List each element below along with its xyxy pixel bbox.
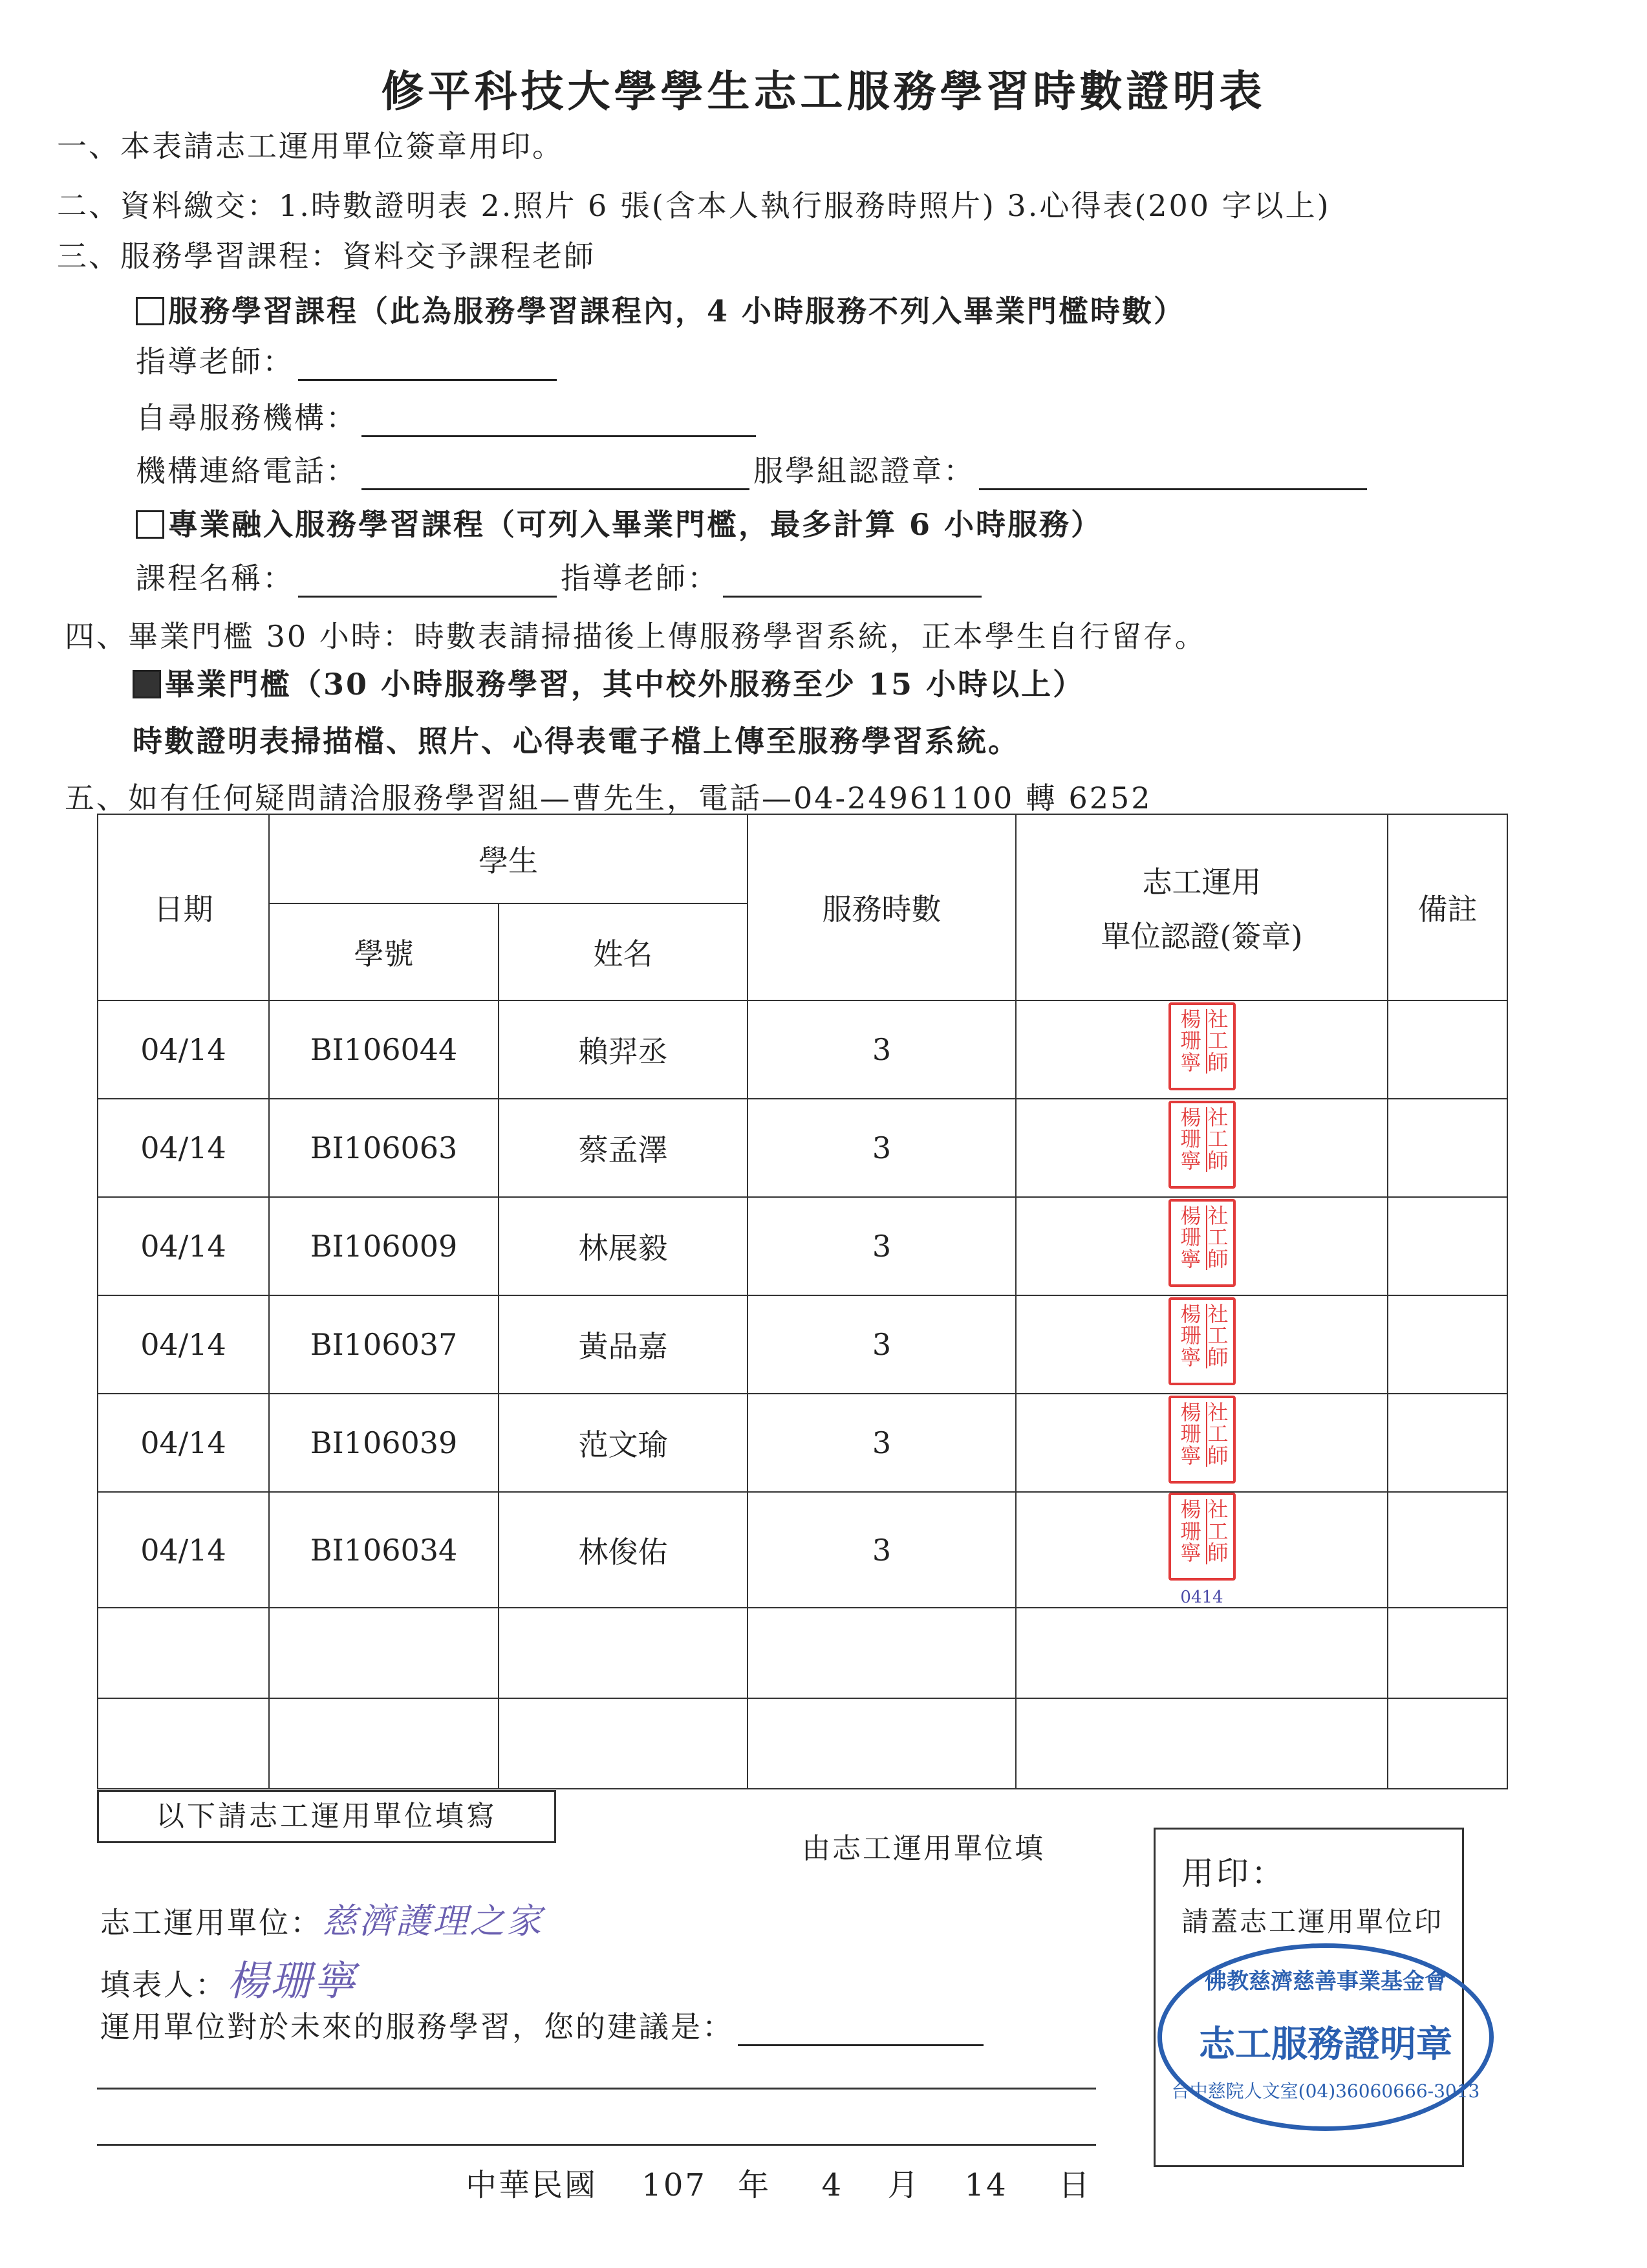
empty-cell[interactable]: [499, 1698, 748, 1789]
option-professional-course: [136, 501, 1103, 544]
instruction-4: 四、畢業門檻 30 小時：時數表請掃描後上傳服務學習系統，正本學生自行留存。: [65, 619, 1207, 654]
row-student-id: BI106034: [269, 1492, 499, 1608]
stamp-name: 楊珊寧: [1180, 1497, 1201, 1566]
option-2-label: 專業融入服務學習課程: [168, 507, 485, 542]
row-remark: [1388, 1099, 1507, 1197]
unit-row: [100, 1894, 543, 1943]
instruction-1: 一、本表請志工運用單位簽章用印。: [57, 129, 564, 164]
org-field[interactable]: [361, 409, 756, 437]
row-hours: 3: [748, 1394, 1016, 1492]
stamp-field[interactable]: [979, 462, 1367, 490]
empty-cell[interactable]: [269, 1698, 499, 1789]
phone-row: [136, 448, 1371, 490]
red-stamp: [1168, 1101, 1236, 1189]
advice-field[interactable]: [738, 2018, 984, 2046]
option-graduation: [133, 661, 1084, 704]
row-hours: 3: [748, 1197, 1016, 1295]
org-label: 自尋服務機構：: [136, 400, 358, 435]
empty-cell[interactable]: [98, 1698, 269, 1789]
stamp-title: 社工師: [1206, 1402, 1229, 1467]
teacher2-label: 指導老師：: [561, 561, 719, 596]
red-stamp: [1168, 1002, 1236, 1090]
course-field[interactable]: [298, 570, 557, 598]
advice-line-2[interactable]: [97, 2088, 1096, 2090]
date-year-unit: 年: [738, 2167, 771, 2203]
empty-cell[interactable]: [269, 1608, 499, 1698]
fill-by-note: 由志工運用單位填: [802, 1832, 1045, 1865]
phone-label: 機構連絡電話：: [136, 453, 358, 488]
stamp-name: 楊珊寧: [1180, 1203, 1201, 1271]
seal-bottom-text: 台中慈院人文室(04)36060666-3013: [1171, 2080, 1480, 2102]
row-date: 04/14: [98, 1492, 269, 1608]
row-remark: [1388, 1197, 1507, 1295]
stamp-title: 社工師: [1206, 1304, 1229, 1369]
header-student-id: 學號: [269, 903, 499, 1000]
table-row: [98, 1394, 1507, 1492]
stamp-name: 楊珊寧: [1180, 1006, 1201, 1075]
advice-line-3[interactable]: [97, 2144, 1096, 2146]
form-date: [466, 2160, 1092, 2205]
option-2-note: （可列入畢業門檻，最多計算 6 小時服務）: [485, 507, 1103, 542]
option-1-label: 服務學習課程: [168, 294, 358, 329]
row-student-name: 林俊佑: [499, 1492, 748, 1608]
row-remark: [1388, 1295, 1507, 1394]
row-hours: 3: [748, 1000, 1016, 1099]
row-student-id: BI106037: [269, 1295, 499, 1394]
row-student-name: 林展毅: [499, 1197, 748, 1295]
table-row: [98, 1492, 1507, 1608]
row-certification: [1016, 1099, 1388, 1197]
seal-box-title: 用印：: [1181, 1855, 1286, 1892]
page-title: 修平科技大學學生志工服務學習時數證明表: [381, 66, 1266, 116]
row-date: 04/14: [98, 1197, 269, 1295]
row-student-name: 黃品嘉: [499, 1295, 748, 1394]
teacher-label: 指導老師：: [136, 344, 294, 379]
red-stamp: [1168, 1493, 1236, 1581]
checkbox-service-learning[interactable]: [136, 297, 164, 325]
date-month-unit: 月: [887, 2167, 921, 2203]
table-row-empty: [98, 1608, 1507, 1698]
row-student-id: BI106044: [269, 1000, 499, 1099]
unit-handwritten-value[interactable]: 慈濟護理之家: [322, 1901, 543, 1941]
stamp-name: 楊珊寧: [1180, 1301, 1201, 1370]
stamp-title: 社工師: [1206, 1009, 1229, 1074]
row-student-name: 蔡孟澤: [499, 1099, 748, 1197]
date-month: 4: [821, 2167, 843, 2203]
row-student-id: BI106009: [269, 1197, 499, 1295]
stamp-name: 楊珊寧: [1180, 1399, 1201, 1468]
row-certification: [1016, 1295, 1388, 1394]
empty-cell[interactable]: [98, 1608, 269, 1698]
filler-row: [100, 1948, 357, 2007]
instruction-5: 五、如有任何疑問請洽服務學習組—曹先生，電話—04-24961100 轉 6252: [65, 781, 1152, 815]
teacher-field[interactable]: [298, 353, 557, 381]
header-certification: [1016, 814, 1388, 1000]
stamp-name: 楊珊寧: [1180, 1105, 1201, 1173]
row-certification: [1016, 1197, 1388, 1295]
row-date: 04/14: [98, 1394, 269, 1492]
row-date: 04/14: [98, 1295, 269, 1394]
phone-field[interactable]: [361, 462, 749, 490]
row-hours: 3: [748, 1295, 1016, 1394]
empty-cell[interactable]: [1388, 1698, 1507, 1789]
seal-box-note: 請蓋志工運用單位印: [1181, 1906, 1444, 1938]
fill-in-notice-box: 以下請志工運用單位填寫: [97, 1790, 556, 1843]
unit-label: 志工運用單位：: [100, 1905, 322, 1940]
option-3-label: 畢業門檻: [165, 667, 292, 702]
option-1-note: （此為服務學習課程內，4 小時服務不列入畢業門檻時數）: [358, 294, 1186, 329]
stamp-label: 服學組認證章：: [753, 453, 975, 488]
teacher2-field[interactable]: [723, 570, 982, 598]
empty-cell[interactable]: [499, 1608, 748, 1698]
empty-cell[interactable]: [1388, 1608, 1507, 1698]
date-prefix: 中華民國: [466, 2167, 598, 2203]
row-certification: [1016, 1000, 1388, 1099]
empty-cell[interactable]: [1016, 1608, 1388, 1698]
empty-cell[interactable]: [748, 1608, 1016, 1698]
date-day-unit: 日: [1058, 2167, 1092, 2203]
header-remark: 備註: [1388, 814, 1507, 1000]
row-student-name: 賴羿丞: [499, 1000, 748, 1099]
option-service-learning-course: [136, 288, 1185, 330]
stamp-title: 社工師: [1206, 1205, 1229, 1271]
row-remark: [1388, 1394, 1507, 1492]
checkbox-professional[interactable]: [136, 510, 164, 539]
stamp-title: 社工師: [1206, 1107, 1229, 1172]
empty-cell[interactable]: [1016, 1698, 1388, 1789]
red-stamp: [1168, 1199, 1236, 1287]
org-row: [136, 394, 760, 437]
header-cert-line2: 單位認證(簽章): [1101, 919, 1303, 954]
filler-label: 填表人：: [100, 1967, 227, 2002]
red-stamp: [1168, 1297, 1236, 1385]
instruction-3: 三、服務學習課程：資料交予課程老師: [57, 239, 596, 274]
row-student-id: BI106039: [269, 1394, 499, 1492]
header-date: 日期: [98, 814, 269, 1000]
advice-label: 運用單位對於未來的服務學習，您的建議是：: [100, 2009, 734, 2044]
table-row: [98, 1000, 1507, 1099]
table-row: [98, 1295, 1507, 1394]
row-remark: [1388, 1492, 1507, 1608]
header-hours: 服務時數: [748, 814, 1016, 1000]
advice-row: [100, 2003, 987, 2046]
upload-note: 時數證明表掃描檔、照片、心得表電子檔上傳至服務學習系統。: [133, 724, 1020, 759]
row-certification: [1016, 1394, 1388, 1492]
instruction-2: 二、資料繳交：1.時數證明表 2.照片 6 張(含本人執行服務時照片) 3.心得表(200 字以上): [57, 188, 1331, 223]
header-cert-line1: 志工運用: [1142, 865, 1262, 900]
stamp-date-note: 0414: [1180, 1588, 1223, 1607]
row-hours: 3: [748, 1492, 1016, 1608]
row-certification: [1016, 1492, 1388, 1608]
blue-organization-seal: [1157, 1943, 1494, 2131]
seal-center-text: 志工服務證明章: [1199, 2023, 1452, 2066]
row-hours: 3: [748, 1099, 1016, 1197]
row-student-id: BI106063: [269, 1099, 499, 1197]
filler-handwritten-value[interactable]: 楊珊寧: [227, 1958, 357, 2005]
checkbox-graduation-checked[interactable]: [133, 670, 161, 698]
row-date: 04/14: [98, 1000, 269, 1099]
stamp-title: 社工師: [1206, 1499, 1229, 1564]
row-remark: [1388, 1000, 1507, 1099]
table-row: [98, 1197, 1507, 1295]
course-row: [136, 555, 985, 598]
row-student-name: 范文瑜: [499, 1394, 748, 1492]
hours-table: [97, 814, 1508, 1789]
teacher-row: [136, 338, 561, 381]
header-student: 學生: [269, 814, 748, 903]
header-student-name: 姓名: [499, 903, 748, 1000]
date-day: 14: [964, 2167, 1008, 2203]
empty-cell[interactable]: [748, 1698, 1016, 1789]
date-year: 107: [641, 2167, 707, 2203]
seal-top-text: 佛教慈濟慈善事業基金會: [1205, 1969, 1447, 1994]
table-row: [98, 1099, 1507, 1197]
row-date: 04/14: [98, 1099, 269, 1197]
option-3-note: （30 小時服務學習，其中校外服務至少 15 小時以上）: [292, 667, 1085, 702]
red-stamp: [1168, 1396, 1236, 1484]
course-label: 課程名稱：: [136, 561, 294, 596]
table-row-empty: [98, 1698, 1507, 1789]
